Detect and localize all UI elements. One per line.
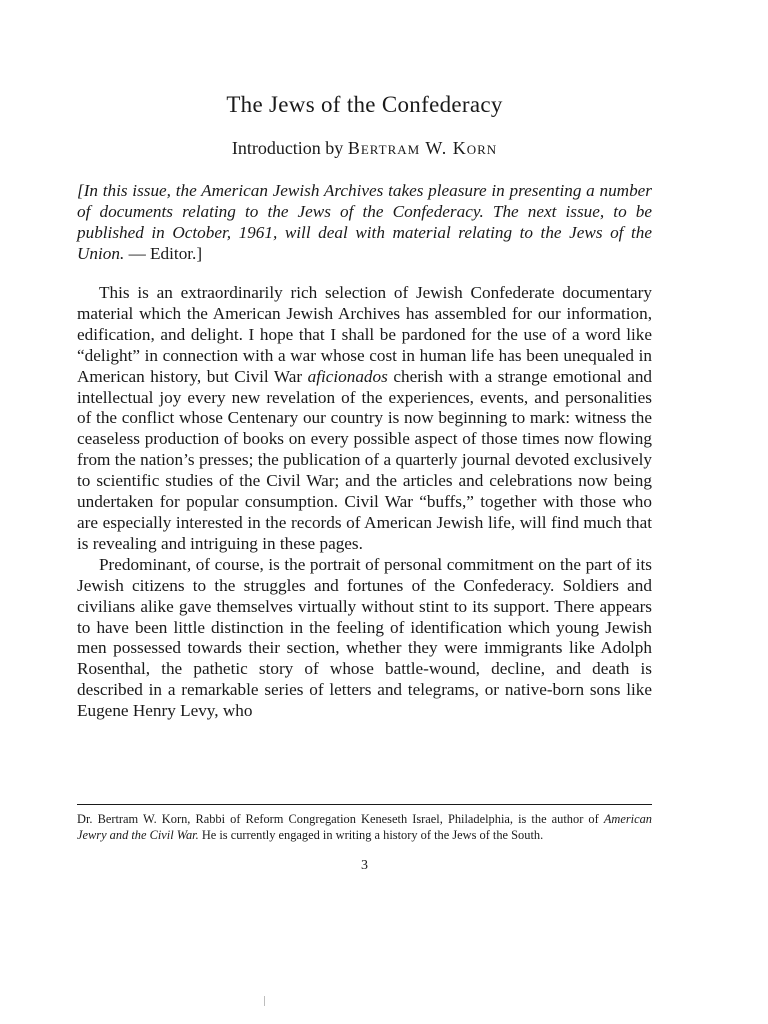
body-paragraph-1	[77, 283, 652, 555]
author-footnote	[77, 811, 652, 843]
editor-note	[77, 180, 652, 264]
byline-prefix: Introduction by	[231, 138, 348, 158]
scan-mark	[264, 996, 265, 1006]
editor-note-text: In this issue, the American Jewish Archives takes pleasure in presenting a number of documents relating to the Jews of the Confederacy. The next issue, to be published in October, 1961, will deal with material relating to the Jews of the Union.	[77, 181, 652, 263]
editor-note-bracket: [	[77, 181, 84, 200]
footnote-book-title: American Jewry and the Civil War.	[77, 812, 652, 842]
footnote-text-b: He is currently engaged in writing a history of the Jews of the South.	[198, 828, 544, 842]
paragraph-1-text-b: cherish with a strange emotional and intellectual joy every new revelation of the experiences, events, and personalities of the conflict whose Centenary our country is now beginning to mark: witness the ceaseless production of books on every possible aspect of those times now flowing from the nation’s presses; the publication of a quarterly journal devoted exclusively to scientific studies of the Civil War; and the articles and celebrations now being undertaken for popular consumption. Civil War “buffs,” together with those who are especially interested in the records of American Jewish life, will find much that is revealing and intriguing in these pages.	[77, 366, 653, 553]
paragraph-1-text-a: This is an extraordinarily rich selection of Jewish Confederate documentary material which the American Jewish Archives has assembled for our information, edification, and delight. I hope that I shall be pardoned for the use of a word like “delight” in connection with a war whose cost in human life has been unequaled in American history, but Civil War	[77, 283, 652, 386]
author-name: Bertram W. Korn	[347, 138, 498, 158]
footnote-text-a: Dr. Bertram W. Korn, Rabbi of Reform Congregation Keneseth Israel, Philadelphia, is the author of	[77, 812, 604, 826]
article-byline	[77, 138, 652, 159]
footnote-divider	[77, 804, 652, 805]
body-text	[77, 283, 652, 722]
article-title: The Jews of the Confederacy	[226, 92, 503, 117]
page-number: 3	[361, 858, 368, 873]
editor-note-signature: — Editor.]	[124, 244, 203, 263]
body-paragraph-2: Predominant, of course, is the portrait of personal commitment on the part of its Jewish citizens to the struggles and fortunes of the Confederacy. Soldiers and civilians alike gave themselves virtually without stint to its support. There appears to have been little distinction in the feeling of identification which young Jewish men possessed towards their section, whether they were immigrants like Adolph Rosenthal, the pathetic story of whose battle-wound, decline, and death is described in a remarkable series of letters and telegrams, or native-born sons like Eugene Henry Levy, who	[77, 554, 652, 721]
paragraph-1-italic-term: aficionados	[307, 366, 388, 386]
